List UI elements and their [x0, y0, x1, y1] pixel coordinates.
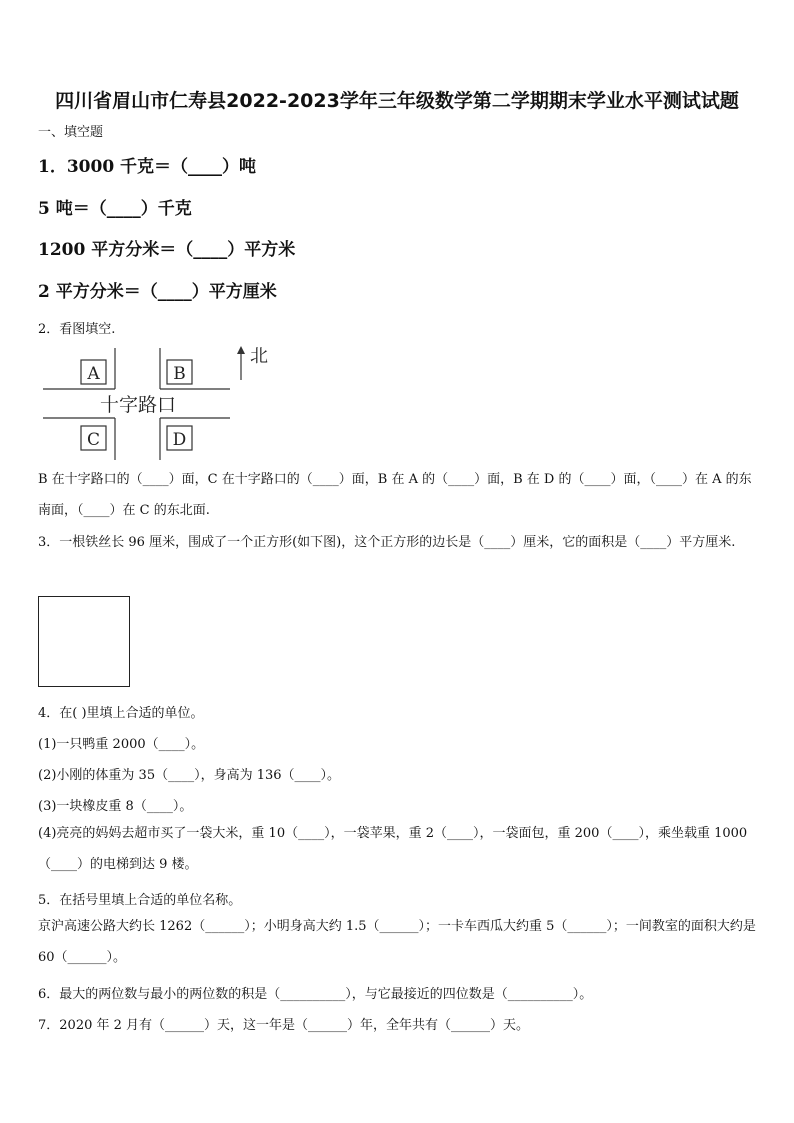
q2-text: B 在十字路口的（____）面，C 在十字路口的（____）面，B 在 A 的（____）面，B 在 D 的（____）面，（____）在 A 的东南面，（____）在 C 的东北面.	[38, 472, 752, 518]
q4-part4: (4)亮亮的妈妈去超市买了一袋大米，重 10（____），一袋苹果，重 2（____），一袋面包，重 200（____），乘坐载重 1000（____）的电梯到达 9 楼。	[38, 826, 748, 872]
q1-line1: 1．3000 千克＝（____）吨	[38, 157, 257, 177]
north-arrow-head-icon	[237, 346, 245, 354]
label-b: B	[173, 364, 186, 384]
section-heading: 一、填空题	[38, 125, 104, 140]
square-figure	[38, 596, 130, 687]
q7-text: 7．2020 年 2 月有（______）天，这一年是（______）年，全年共有（______）天。	[38, 1018, 530, 1033]
crossroad-figure	[38, 342, 288, 464]
q3-text: 3．一根铁丝长 96 厘米，围成了一个正方形(如下图)，这个正方形的边长是（____）厘米，它的面积是（____）平方厘米.	[38, 535, 736, 550]
q4-part3: (3)一块橡皮重 8（____）。	[38, 799, 193, 814]
north-label: 北	[250, 346, 268, 367]
q4-heading: 4．在( )里填上合适的单位。	[38, 706, 204, 721]
q6-text: 6．最大的两位数与最小的两位数的积是（__________），与它最接近的四位数是（__________）。	[38, 987, 593, 1002]
q1-line4: 2 平方分米＝（____）平方厘米	[38, 282, 277, 302]
q5-heading: 5．在括号里填上合适的单位名称。	[38, 893, 242, 908]
label-d: D	[172, 430, 187, 450]
q2-heading: 2．看图填空.	[38, 322, 116, 337]
q1-line2: 5 吨＝（____）千克	[38, 199, 192, 219]
q5-text: 京沪高速公路大约长 1262（______）；小明身高大约 1.5（______）；一卡车西瓜大约重 5（______）；一间教室的面积大约是 60（______）。	[38, 919, 756, 965]
q4-part2: (2)小刚的体重为 35（____），身高为 136（____）。	[38, 768, 341, 783]
page-title: 四川省眉山市仁寿县2022-2023学年三年级数学第二学期期末学业水平测试试题	[55, 90, 739, 112]
label-c: C	[86, 430, 101, 450]
crossroad-label: 十字路口	[99, 394, 177, 416]
q1-line3: 1200 平方分米＝（____）平方米	[38, 240, 296, 260]
q4-part1: (1)一只鸭重 2000（____）。	[38, 737, 205, 752]
label-a: A	[87, 364, 100, 384]
